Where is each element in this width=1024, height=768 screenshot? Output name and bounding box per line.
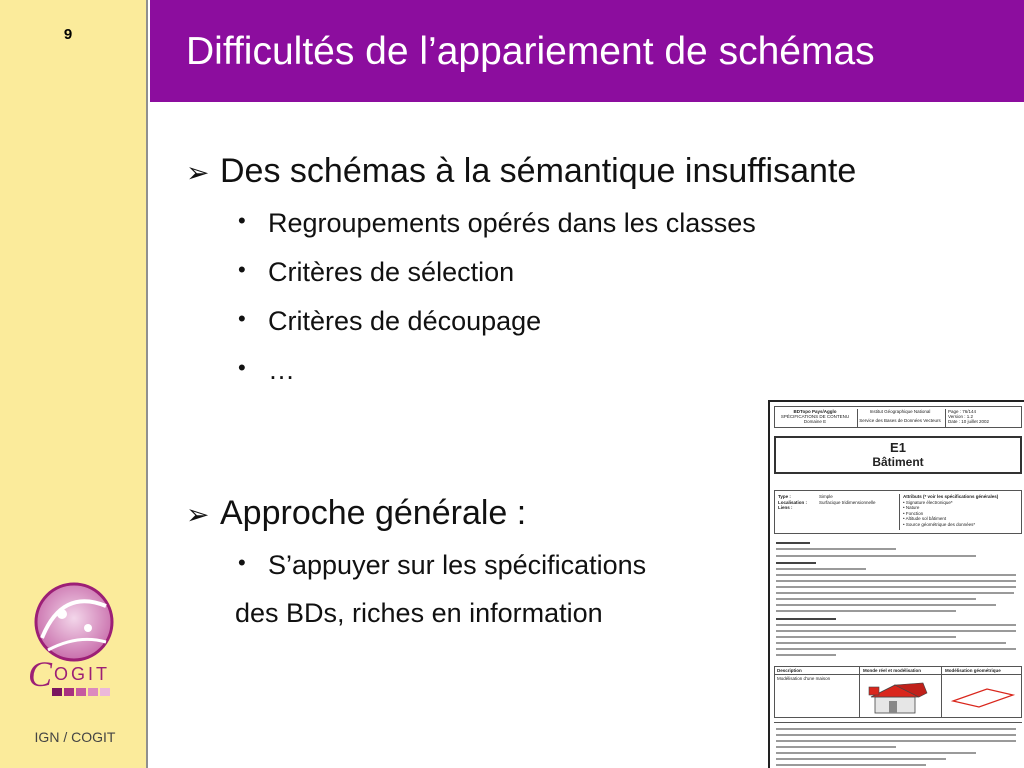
footprint-drawing xyxy=(947,683,1019,713)
list-item: • Critères de découpage xyxy=(238,306,542,336)
list-item: • Critères de sélection xyxy=(238,257,515,287)
bullet-icon: • xyxy=(238,257,246,282)
doc-header: BDTopo Pays/Agglo SPÉCIFICATIONS DE CONTENU Domaine E Institut Géographique National Service des Bases de Données Vecteurs Page : 76/144 Version : 1.2 Date : 10 juillet 2002 xyxy=(774,406,1022,428)
doc-class-code: E1 xyxy=(890,440,906,455)
footer-label: IGN / COGIT xyxy=(34,729,116,745)
arrow-bullet-icon: ➢ xyxy=(186,157,210,188)
bullet-icon: • xyxy=(238,208,246,233)
list-item: • Regroupements opérés dans les classes xyxy=(238,208,756,238)
doc-table: Description Monde réel et modélisation Modélisation géométrique Modélisation d'une maison xyxy=(774,666,1022,718)
bullet-icon: • xyxy=(238,550,246,575)
bullet-icon: • xyxy=(238,355,246,380)
doc-properties: Type : Localisation : Liens : Simple Surfacique tridimensionnelle Attributs (* voir les spécifications générales) • Signature électronique* • Nature • Fonction • Altitude sol bâtiment • Source géométrique des données* xyxy=(774,490,1022,534)
list-item: • … xyxy=(238,355,295,385)
doc-class-name: Bâtiment xyxy=(872,455,924,469)
logo-initial: C xyxy=(28,654,53,694)
continuation-text: des BDs, riches en information xyxy=(235,598,603,628)
section2-heading: ➢ Approche générale : xyxy=(186,494,527,532)
specification-document-thumbnail xyxy=(768,400,1024,768)
doc-class-box xyxy=(774,436,1022,474)
logo-text: OGIT xyxy=(54,664,110,684)
cogit-logo xyxy=(22,578,126,708)
slide-title: Difficultés de l’appariement de schémas xyxy=(186,30,875,73)
section1-heading: ➢ Des schémas à la sémantique insuffisante xyxy=(186,152,857,190)
sidebar xyxy=(0,0,148,768)
house-drawing xyxy=(867,681,933,715)
slide-number: 9 xyxy=(63,26,73,43)
bullet-icon: • xyxy=(238,306,246,331)
list-item: • S’appuyer sur les spécifications xyxy=(238,550,647,580)
arrow-bullet-icon: ➢ xyxy=(186,499,210,530)
